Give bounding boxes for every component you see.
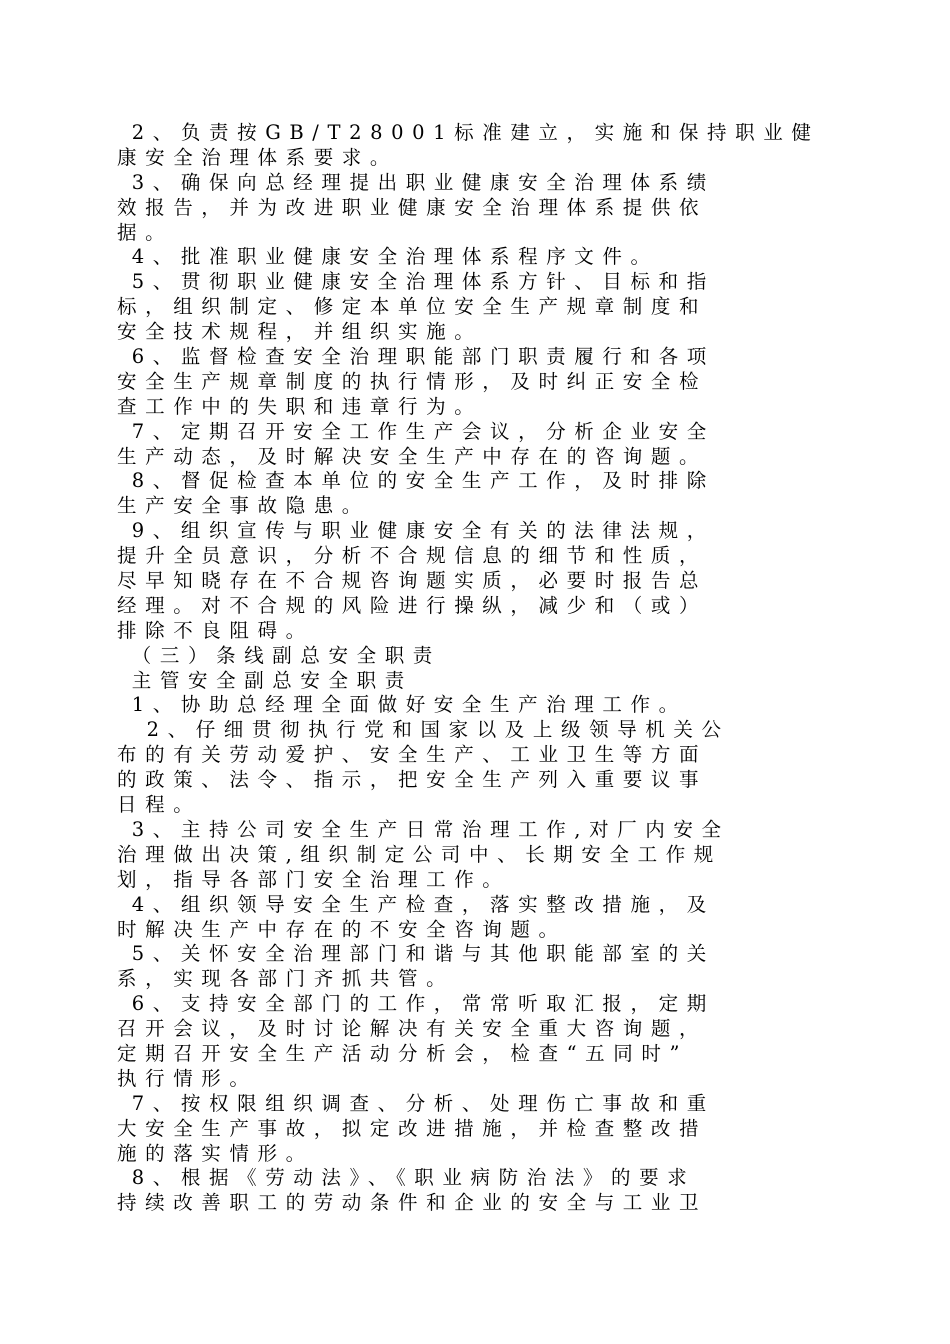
text-line: 标，组织制定、修定本单位安全生产规章制度和 bbox=[117, 295, 708, 319]
text-line: 据。 bbox=[117, 220, 174, 244]
text-line: 8、根据《劳动法》、《职业病防治法》的要求 bbox=[117, 1166, 696, 1190]
text-line: 6、支持安全部门的工作，常常听取汇报，定期 bbox=[117, 992, 715, 1016]
text-line: 4、组织领导安全生产检查，落实整改措施，及 bbox=[117, 892, 715, 916]
text-line: 1、协助总经理全面做好安全生产治理工作。 bbox=[117, 693, 687, 717]
text-line: 持续改善职工的劳动条件和企业的安全与工业卫 bbox=[117, 1191, 708, 1215]
text-line: 时解决生产中存在的不安全咨询题。 bbox=[117, 917, 567, 941]
text-line: 定期召开安全生产活动分析会，检查“五同时” bbox=[117, 1041, 689, 1065]
text-line: 尽早知晓存在不合规咨询题实质，必要时报告总 bbox=[117, 569, 708, 593]
text-line: 治理做出决策,组织制定公司中、长期安全工作规 bbox=[117, 842, 722, 866]
text-line: 安全生产规章制度的执行情形，及时纠正安全检 bbox=[117, 369, 708, 393]
text-line: 大安全生产事故，拟定改进措施，并检查整改措 bbox=[117, 1116, 708, 1140]
text-line: 主管安全副总安全职责 bbox=[117, 668, 413, 692]
text-line: 布的有关劳动爱护、安全生产、工业卫生等方面 bbox=[117, 743, 708, 767]
text-line: 4、批准职业健康安全治理体系程序文件。 bbox=[117, 245, 659, 269]
text-line: 7、定期召开安全工作生产会议，分析企业安全 bbox=[117, 419, 715, 443]
text-line: 2、负责按GB/T28001标准建立，实施和保持职业健 bbox=[117, 121, 820, 144]
text-line: 效报告，并为改进职业健康安全治理体系提供依 bbox=[117, 195, 708, 219]
text-line: 划，指导各部门安全治理工作。 bbox=[117, 867, 511, 891]
text-line: 7、按权限组织调查、分析、处理伤亡事故和重 bbox=[117, 1091, 715, 1115]
text-line: 5、贯彻职业健康安全治理体系方针、目标和指 bbox=[117, 270, 715, 294]
text-line: 康安全治理体系要求。 bbox=[117, 145, 399, 169]
text-line: 生产动态，及时解决安全生产中存在的咨询题。 bbox=[117, 444, 708, 468]
document-body bbox=[117, 121, 829, 1216]
text-line: 召开会议，及时讨论解决有关安全重大咨询题， bbox=[117, 1017, 708, 1041]
text-line: 提升全员意识，分析不合规信息的细节和性质， bbox=[117, 544, 708, 568]
text-line: 3、主持公司安全生产日常治理工作,对厂内安全 bbox=[117, 817, 730, 841]
text-line: 排除不良阻碍。 bbox=[117, 618, 314, 642]
text-line: 系，实现各部门齐抓共管。 bbox=[117, 967, 455, 991]
text-line: 9、组织宣传与职业健康安全有关的法律法规， bbox=[117, 519, 715, 543]
text-line: 3、确保向总经理提出职业健康安全治理体系绩 bbox=[117, 170, 715, 194]
text-line: 5、关怀安全治理部门和谐与其他职能部室的关 bbox=[117, 942, 715, 966]
text-line: 安全技术规程，并组织实施。 bbox=[117, 320, 483, 344]
text-line: 8、督促检查本单位的安全生产工作，及时排除 bbox=[117, 469, 715, 493]
text-line: （三）条线副总安全职责 bbox=[117, 643, 441, 667]
text-line: 日程。 bbox=[117, 793, 202, 817]
text-line: 6、监督检查安全治理职能部门职责履行和各项 bbox=[117, 345, 715, 369]
text-line: 查工作中的失职和违章行为。 bbox=[117, 394, 483, 418]
text-line: 的政策、法令、指示，把安全生产列入重要议事 bbox=[117, 768, 708, 792]
text-line: 执行情形。 bbox=[117, 1066, 258, 1090]
text-line: 施的落实情形。 bbox=[117, 1141, 314, 1165]
text-line: 生产安全事故隐患。 bbox=[117, 494, 370, 518]
text-line: 经理。对不合规的风险进行操纵，减少和（或） bbox=[117, 593, 708, 617]
text-line: 2、仔细贯彻执行党和国家以及上级领导机关公 bbox=[117, 718, 730, 742]
